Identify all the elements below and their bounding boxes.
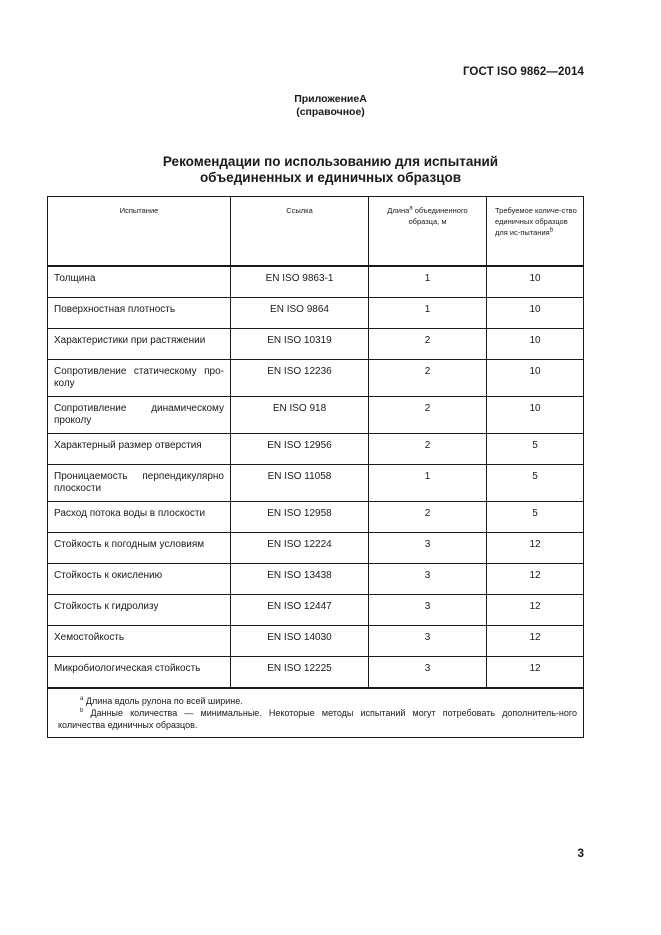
cell-reference: EN ISO 12958	[231, 502, 369, 533]
footnote-a	[58, 695, 577, 707]
table-row	[48, 360, 584, 397]
annex-title: ПриложениеА	[294, 93, 367, 105]
cell-count: 10	[487, 298, 584, 329]
footnote-b-text: Данные количества — минимальные. Некоторые методы испытаний могут потребовать дополнитель-ного количества единичных образцов.	[58, 708, 577, 730]
table-row	[48, 626, 584, 657]
table-row	[48, 434, 584, 465]
table-footnotes	[48, 688, 584, 738]
table-row	[48, 564, 584, 595]
cell-reference: EN ISO 12236	[231, 360, 369, 397]
cell-count: 5	[487, 465, 584, 502]
table-row	[48, 465, 584, 502]
title-line-2: объединенных и единичных образцов	[199, 170, 462, 185]
page-title	[0, 154, 661, 186]
header-length-footnote-marker: a	[409, 205, 413, 212]
cell-reference: EN ISO 11058	[231, 465, 369, 502]
table-row	[48, 502, 584, 533]
header-count	[487, 197, 584, 267]
header-count-footnote-marker: b	[549, 227, 554, 234]
cell-reference: EN ISO 12447	[231, 595, 369, 626]
cell-count: 10	[487, 360, 584, 397]
title-line-1: Рекомендации по использованию для испытаний	[162, 154, 499, 169]
header-length-prefix: Длина	[387, 206, 410, 215]
cell-count: 5	[487, 434, 584, 465]
cell-test: Расход потока воды в плоскости	[48, 502, 231, 533]
cell-count: 12	[487, 626, 584, 657]
cell-test: Проницаемость перпендикулярно плоскости	[48, 465, 231, 502]
header-reference: Ссылка	[231, 197, 369, 267]
cell-test: Характерный размер отверстия	[48, 434, 231, 465]
cell-reference: EN ISO 12956	[231, 434, 369, 465]
cell-test: Толщина	[48, 266, 231, 298]
header-count-text: Требуемое количе-ство единичных образцов для ис-пытания	[495, 206, 577, 237]
cell-length: 2	[369, 502, 487, 533]
cell-test: Стойкость к окислению	[48, 564, 231, 595]
cell-length: 2	[369, 329, 487, 360]
table-row	[48, 397, 584, 434]
header-length	[369, 197, 487, 267]
cell-test: Поверхностная плотность	[48, 298, 231, 329]
cell-reference: EN ISO 10319	[231, 329, 369, 360]
cell-test: Стойкость к погодным условиям	[48, 533, 231, 564]
cell-test: Хемостойкость	[48, 626, 231, 657]
cell-reference: EN ISO 918	[231, 397, 369, 434]
cell-reference: EN ISO 12225	[231, 657, 369, 689]
table-header-row	[48, 197, 584, 267]
header-test: Испытание	[48, 197, 231, 267]
cell-test: Сопротивление динамическому проколу	[48, 397, 231, 434]
cell-count: 10	[487, 397, 584, 434]
footnote-b-marker: b	[80, 708, 84, 714]
cell-length: 3	[369, 595, 487, 626]
cell-count: 10	[487, 329, 584, 360]
cell-test: Сопротивление статическому про-колу	[48, 360, 231, 397]
annex-heading	[0, 93, 661, 119]
annex-subtitle: (справочное)	[296, 106, 365, 118]
recommendations-table	[47, 196, 584, 738]
cell-reference: EN ISO 14030	[231, 626, 369, 657]
cell-test: Характеристики при растяжении	[48, 329, 231, 360]
table-row	[48, 266, 584, 298]
cell-length: 2	[369, 397, 487, 434]
document-code: ГОСТ ISO 9862—2014	[462, 66, 584, 78]
table-row	[48, 533, 584, 564]
page-number: 3	[577, 846, 584, 860]
table-row	[48, 329, 584, 360]
cell-count: 12	[487, 533, 584, 564]
cell-reference: EN ISO 13438	[231, 564, 369, 595]
cell-reference: EN ISO 9864	[231, 298, 369, 329]
header-length-suffix: объединенного образца, м	[408, 206, 468, 226]
footnote-a-marker: a	[80, 696, 84, 702]
cell-length: 2	[369, 434, 487, 465]
footnote-a-text: Длина вдоль рулона по всей ширине.	[83, 696, 243, 706]
cell-test: Микробиологическая стойкость	[48, 657, 231, 689]
cell-length: 3	[369, 657, 487, 689]
cell-count: 12	[487, 657, 584, 689]
cell-length: 1	[369, 266, 487, 298]
table-row	[48, 595, 584, 626]
cell-reference: EN ISO 9863-1	[231, 266, 369, 298]
table-row	[48, 298, 584, 329]
table-footnotes-row	[48, 688, 584, 738]
cell-length: 1	[369, 465, 487, 502]
cell-length: 2	[369, 360, 487, 397]
table-row	[48, 657, 584, 689]
cell-count: 12	[487, 564, 584, 595]
cell-length: 3	[369, 626, 487, 657]
cell-reference: EN ISO 12224	[231, 533, 369, 564]
cell-length: 1	[369, 298, 487, 329]
cell-count: 10	[487, 266, 584, 298]
footnote-b	[58, 707, 577, 731]
cell-length: 3	[369, 564, 487, 595]
cell-length: 3	[369, 533, 487, 564]
cell-count: 12	[487, 595, 584, 626]
cell-test: Стойкость к гидролизу	[48, 595, 231, 626]
cell-count: 5	[487, 502, 584, 533]
